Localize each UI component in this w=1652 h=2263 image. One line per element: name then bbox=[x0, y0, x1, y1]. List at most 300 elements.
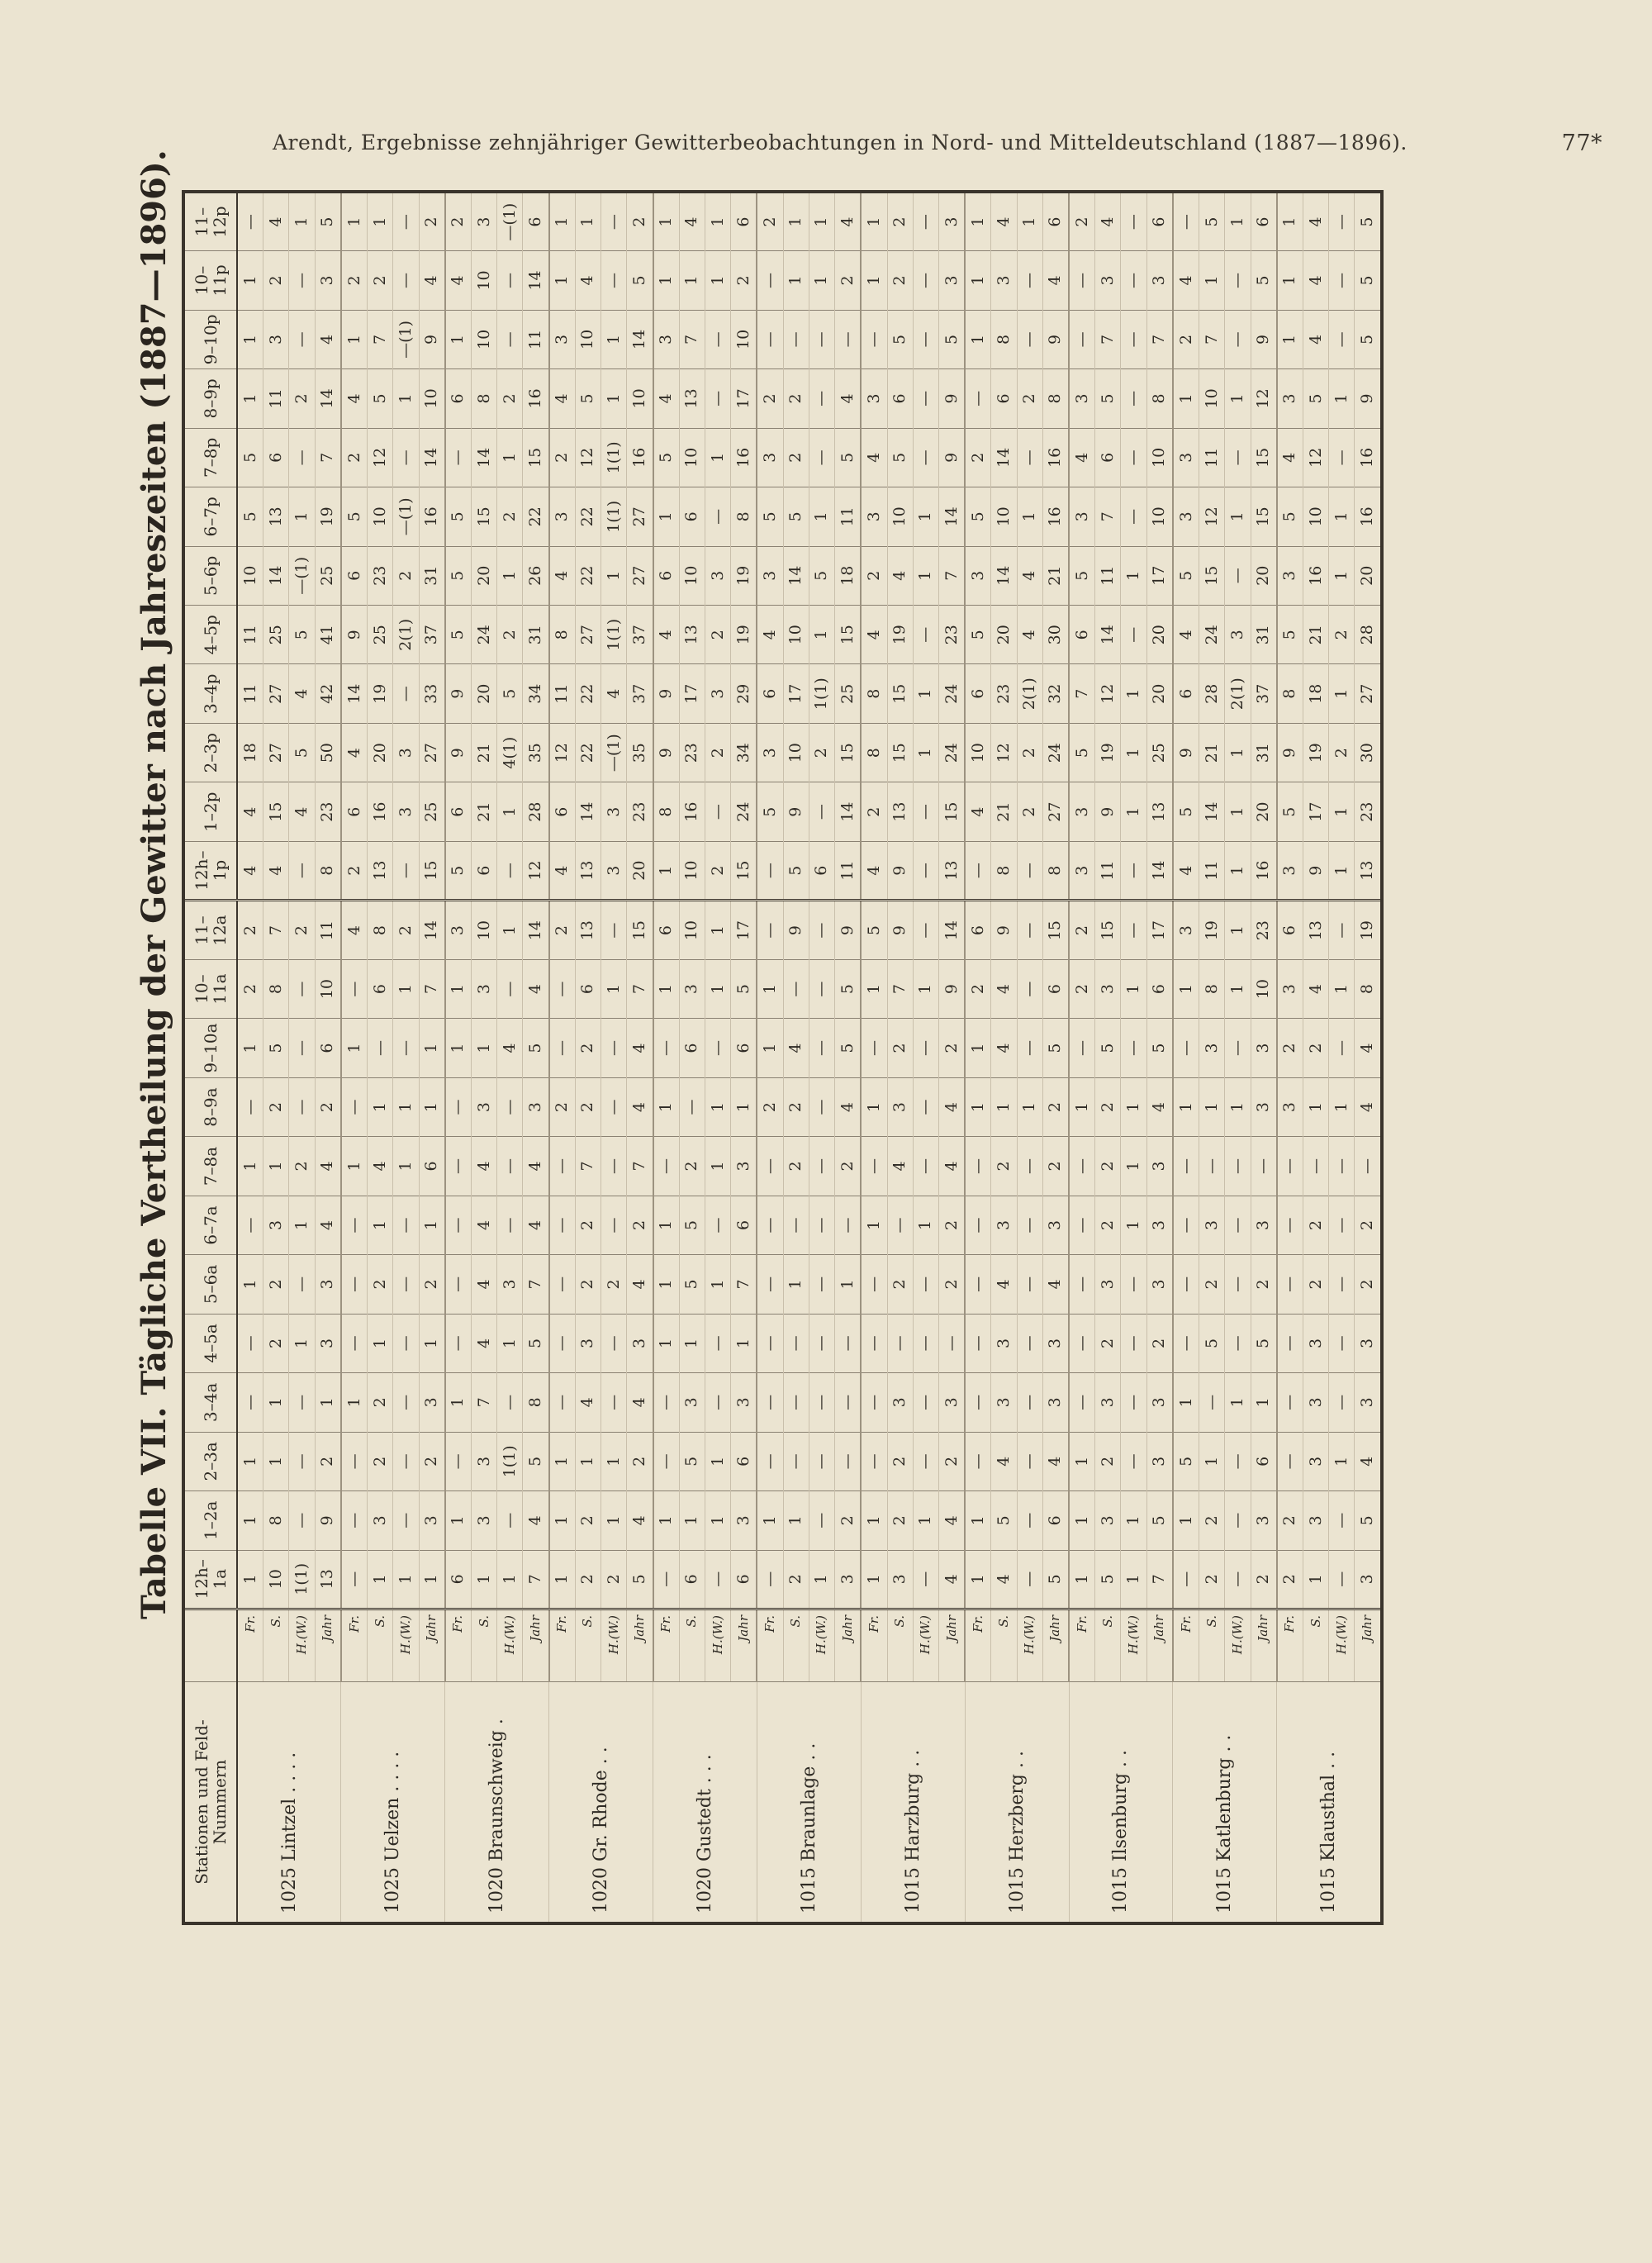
value-cell: 5 bbox=[653, 428, 680, 487]
value-cell: 17 bbox=[1146, 546, 1173, 605]
value-cell: 27 bbox=[263, 723, 289, 782]
column-header: 6–7p bbox=[183, 487, 237, 546]
column-header bbox=[183, 1609, 237, 1682]
value-cell: 22 bbox=[575, 487, 601, 546]
value-cell: — bbox=[1329, 1314, 1355, 1372]
value-cell: 3 bbox=[679, 1373, 705, 1432]
value-cell: 1 bbox=[419, 1019, 445, 1077]
value-cell: — bbox=[1121, 487, 1146, 546]
value-cell: 5 bbox=[341, 487, 368, 546]
value-cell: 16 bbox=[1042, 487, 1069, 546]
value-cell: 1 bbox=[731, 1314, 757, 1372]
value-cell: 1 bbox=[419, 1314, 445, 1372]
value-cell: 1 bbox=[1277, 310, 1303, 368]
value-cell: 1 bbox=[783, 1255, 809, 1314]
season-label: H.(W.) bbox=[705, 1609, 730, 1682]
value-cell: — bbox=[1277, 1432, 1303, 1490]
value-cell: — bbox=[809, 959, 834, 1018]
value-cell: 1(1) bbox=[809, 664, 834, 723]
value-cell: 9 bbox=[1251, 310, 1277, 368]
value-cell: — bbox=[1017, 310, 1042, 368]
value-cell: 5 bbox=[731, 959, 757, 1018]
column-header: Stationen und Feld-Nummern bbox=[183, 1682, 237, 1924]
value-cell: 8 bbox=[861, 723, 887, 782]
value-cell: 1 bbox=[965, 1019, 991, 1077]
value-cell: 20 bbox=[472, 664, 497, 723]
value-cell: — bbox=[497, 251, 523, 310]
value-cell: 3 bbox=[1042, 1196, 1069, 1254]
value-cell: 3 bbox=[1069, 487, 1095, 546]
value-cell: — bbox=[1017, 1137, 1042, 1196]
value-cell: — bbox=[1121, 369, 1146, 428]
value-cell: — bbox=[913, 192, 938, 251]
value-cell: — bbox=[1017, 1314, 1042, 1372]
value-cell: 10 bbox=[472, 310, 497, 368]
value-cell: — bbox=[705, 782, 730, 841]
value-cell: 4 bbox=[472, 1137, 497, 1196]
value-cell: — bbox=[835, 1196, 862, 1254]
value-cell: — bbox=[1017, 251, 1042, 310]
value-cell: 15 bbox=[419, 841, 445, 900]
value-cell: 1 bbox=[965, 251, 991, 310]
value-cell: — bbox=[1069, 1196, 1095, 1254]
value-cell: 11 bbox=[1199, 428, 1225, 487]
value-cell: 1 bbox=[575, 1432, 601, 1490]
value-cell: 1 bbox=[861, 1491, 887, 1550]
value-cell: 5 bbox=[887, 428, 913, 487]
value-cell: 1 bbox=[731, 1077, 757, 1136]
value-cell: — bbox=[497, 959, 523, 1018]
value-cell: 3 bbox=[1146, 1432, 1173, 1490]
value-cell: 6 bbox=[1146, 959, 1173, 1018]
value-cell: 4 bbox=[1069, 428, 1095, 487]
value-cell: 5 bbox=[1146, 1019, 1173, 1077]
table-row bbox=[1225, 192, 1251, 1923]
value-cell: 1 bbox=[368, 192, 393, 251]
value-cell: 1 bbox=[1121, 782, 1146, 841]
season-label: S. bbox=[575, 1609, 601, 1682]
value-cell: 23 bbox=[368, 546, 393, 605]
value-cell: 22 bbox=[575, 723, 601, 782]
value-cell: 6 bbox=[445, 369, 472, 428]
value-cell: 4 bbox=[835, 1077, 862, 1136]
value-cell: 12 bbox=[575, 428, 601, 487]
value-cell: 27 bbox=[1042, 782, 1069, 841]
value-cell: 3 bbox=[315, 251, 341, 310]
value-cell: — bbox=[549, 1373, 576, 1432]
value-cell: 5 bbox=[783, 841, 809, 900]
value-cell: 15 bbox=[263, 782, 289, 841]
value-cell: 16 bbox=[731, 428, 757, 487]
value-cell: 2 bbox=[887, 251, 913, 310]
value-cell: — bbox=[1121, 251, 1146, 310]
value-cell: — bbox=[809, 1314, 834, 1372]
value-cell: — bbox=[237, 1077, 263, 1136]
value-cell: 3 bbox=[1042, 1314, 1069, 1372]
table-row bbox=[237, 192, 263, 1923]
value-cell: 2 bbox=[419, 1255, 445, 1314]
value-cell: 2 bbox=[497, 487, 523, 546]
value-cell: 24 bbox=[1199, 606, 1225, 664]
value-cell: — bbox=[1329, 192, 1355, 251]
table-row bbox=[887, 192, 913, 1923]
value-cell: 8 bbox=[549, 606, 576, 664]
value-cell: 2(1) bbox=[1225, 664, 1251, 723]
value-cell: 2 bbox=[783, 1550, 809, 1609]
value-cell: — bbox=[1121, 841, 1146, 900]
value-cell: — bbox=[913, 782, 938, 841]
value-cell: 25 bbox=[1146, 723, 1173, 782]
value-cell: 1 bbox=[263, 1373, 289, 1432]
value-cell: — bbox=[705, 369, 730, 428]
value-cell: — bbox=[757, 1373, 783, 1432]
value-cell: 5 bbox=[938, 310, 965, 368]
value-cell: — bbox=[341, 1314, 368, 1372]
value-cell: 5 bbox=[1355, 310, 1382, 368]
value-cell: — bbox=[653, 1137, 680, 1196]
value-cell: 4 bbox=[1173, 251, 1199, 310]
value-cell: 1 bbox=[705, 1077, 730, 1136]
value-cell: 2 bbox=[938, 1019, 965, 1077]
value-cell: 4 bbox=[679, 192, 705, 251]
value-cell: 2 bbox=[1017, 782, 1042, 841]
value-cell: 4 bbox=[445, 251, 472, 310]
value-cell: —(1) bbox=[393, 487, 419, 546]
value-cell: 1 bbox=[237, 251, 263, 310]
value-cell: 1 bbox=[1017, 487, 1042, 546]
table-row bbox=[731, 192, 757, 1923]
value-cell: 3 bbox=[1251, 1491, 1277, 1550]
value-cell: 12 bbox=[1303, 428, 1329, 487]
value-cell: 17 bbox=[679, 664, 705, 723]
value-cell: 4 bbox=[549, 369, 576, 428]
value-cell: — bbox=[237, 1373, 263, 1432]
value-cell: 6 bbox=[575, 959, 601, 1018]
value-cell: 4 bbox=[1303, 192, 1329, 251]
value-cell: 11 bbox=[549, 664, 576, 723]
value-cell: 14 bbox=[1199, 782, 1225, 841]
value-cell: 2 bbox=[575, 1491, 601, 1550]
value-cell: 30 bbox=[1355, 723, 1382, 782]
value-cell: 1 bbox=[1121, 1491, 1146, 1550]
value-cell: 2 bbox=[575, 1019, 601, 1077]
value-cell: 1 bbox=[965, 1077, 991, 1136]
value-cell: 1 bbox=[341, 1019, 368, 1077]
value-cell: 3 bbox=[315, 1314, 341, 1372]
value-cell: 10 bbox=[627, 369, 653, 428]
value-cell: 2 bbox=[783, 1137, 809, 1196]
season-label: H.(W.) bbox=[1017, 1609, 1042, 1682]
value-cell: 4 bbox=[601, 664, 627, 723]
station-name: 1015 Harzburg . . bbox=[861, 1682, 965, 1924]
value-cell: — bbox=[1121, 1255, 1146, 1314]
value-cell: 2 bbox=[1303, 1196, 1329, 1254]
value-cell: 5 bbox=[991, 1491, 1017, 1550]
value-cell: 1 bbox=[601, 1491, 627, 1550]
value-cell: — bbox=[913, 1432, 938, 1490]
value-cell: 3 bbox=[757, 723, 783, 782]
value-cell: — bbox=[393, 1255, 419, 1314]
value-cell: 9 bbox=[938, 959, 965, 1018]
value-cell: 3 bbox=[731, 1137, 757, 1196]
value-cell: 4 bbox=[368, 1137, 393, 1196]
value-cell: 12 bbox=[991, 723, 1017, 782]
value-cell: 10 bbox=[1303, 487, 1329, 546]
value-cell: 14 bbox=[1146, 841, 1173, 900]
value-cell: 6 bbox=[653, 901, 680, 959]
value-cell: 2 bbox=[627, 1196, 653, 1254]
value-cell: 4 bbox=[575, 251, 601, 310]
column-header: 5–6p bbox=[183, 546, 237, 605]
value-cell: 1 bbox=[497, 1550, 523, 1609]
value-cell: 1 bbox=[653, 1196, 680, 1254]
value-cell: 2 bbox=[263, 251, 289, 310]
value-cell: 15 bbox=[627, 901, 653, 959]
value-cell: 8 bbox=[472, 369, 497, 428]
value-cell: 7 bbox=[731, 1255, 757, 1314]
value-cell: 34 bbox=[523, 664, 549, 723]
value-cell: — bbox=[393, 1196, 419, 1254]
value-cell: — bbox=[341, 1255, 368, 1314]
value-cell: — bbox=[809, 1255, 834, 1314]
value-cell: — bbox=[1173, 1550, 1199, 1609]
value-cell: 3 bbox=[393, 723, 419, 782]
season-label: H.(W.) bbox=[393, 1609, 419, 1682]
value-cell: — bbox=[913, 1255, 938, 1314]
value-cell: —(1) bbox=[393, 310, 419, 368]
value-cell: 1 bbox=[653, 841, 680, 900]
season-label: Fr. bbox=[549, 1609, 576, 1682]
value-cell: 5 bbox=[1173, 782, 1199, 841]
value-cell: 9 bbox=[1355, 369, 1382, 428]
value-cell: — bbox=[601, 251, 627, 310]
value-cell: 1 bbox=[1329, 487, 1355, 546]
value-cell: — bbox=[913, 1550, 938, 1609]
value-cell: 22 bbox=[523, 487, 549, 546]
value-cell: 2 bbox=[368, 1255, 393, 1314]
value-cell: 1 bbox=[1329, 1077, 1355, 1136]
value-cell: 10 bbox=[575, 310, 601, 368]
value-cell: 1 bbox=[445, 310, 472, 368]
value-cell: 1 bbox=[601, 959, 627, 1018]
season-label: Jahr bbox=[523, 1609, 549, 1682]
table-row bbox=[965, 192, 991, 1923]
table-row bbox=[835, 192, 862, 1923]
value-cell: 16 bbox=[368, 782, 393, 841]
value-cell: 6 bbox=[965, 901, 991, 959]
table-row bbox=[913, 192, 938, 1923]
value-cell: — bbox=[1329, 1491, 1355, 1550]
value-cell: 14 bbox=[263, 546, 289, 605]
value-cell: 2 bbox=[705, 606, 730, 664]
value-cell: 5 bbox=[237, 428, 263, 487]
value-cell: 6 bbox=[679, 1550, 705, 1609]
value-cell: 4 bbox=[472, 1196, 497, 1254]
value-cell: 3 bbox=[1199, 1019, 1225, 1077]
value-cell: 1 bbox=[237, 1432, 263, 1490]
value-cell: — bbox=[1251, 1137, 1277, 1196]
value-cell: — bbox=[705, 1019, 730, 1077]
value-cell: 3 bbox=[315, 1255, 341, 1314]
value-cell: 1 bbox=[1173, 1373, 1199, 1432]
value-cell: — bbox=[1199, 1373, 1225, 1432]
value-cell: 5 bbox=[1042, 1550, 1069, 1609]
value-cell: — bbox=[757, 1255, 783, 1314]
value-cell: 37 bbox=[627, 606, 653, 664]
value-cell: 1 bbox=[237, 310, 263, 368]
value-cell: 2 bbox=[887, 192, 913, 251]
value-cell: 4 bbox=[1173, 606, 1199, 664]
value-cell: 5 bbox=[1251, 251, 1277, 310]
value-cell: 25 bbox=[368, 606, 393, 664]
value-cell: 3 bbox=[991, 1196, 1017, 1254]
value-cell: 4 bbox=[263, 841, 289, 900]
value-cell: 1 bbox=[653, 959, 680, 1018]
value-cell: — bbox=[341, 1491, 368, 1550]
value-cell: 1 bbox=[757, 1491, 783, 1550]
value-cell: 24 bbox=[472, 606, 497, 664]
value-cell: 2 bbox=[289, 369, 315, 428]
value-cell: 21 bbox=[1199, 723, 1225, 782]
value-cell: 10 bbox=[731, 310, 757, 368]
season-label: Jahr bbox=[835, 1609, 862, 1682]
value-cell: 25 bbox=[835, 664, 862, 723]
value-cell: — bbox=[289, 428, 315, 487]
value-cell: 3 bbox=[1277, 369, 1303, 428]
value-cell: 1 bbox=[1121, 1137, 1146, 1196]
value-cell: — bbox=[1329, 1373, 1355, 1432]
value-cell: 3 bbox=[1069, 782, 1095, 841]
value-cell: 4 bbox=[965, 782, 991, 841]
value-cell: — bbox=[549, 1196, 576, 1254]
value-cell: — bbox=[757, 841, 783, 900]
value-cell: — bbox=[1017, 428, 1042, 487]
value-cell: 1 bbox=[809, 251, 834, 310]
value-cell: — bbox=[445, 428, 472, 487]
value-cell: 2 bbox=[601, 1255, 627, 1314]
value-cell: 3 bbox=[1277, 546, 1303, 605]
value-cell: — bbox=[549, 1314, 576, 1372]
table-row bbox=[601, 192, 627, 1923]
value-cell: 3 bbox=[991, 1314, 1017, 1372]
value-cell: 15 bbox=[887, 723, 913, 782]
column-header: 7–8a bbox=[183, 1137, 237, 1196]
value-cell: 3 bbox=[887, 1550, 913, 1609]
value-cell: 1 bbox=[497, 901, 523, 959]
value-cell: 31 bbox=[419, 546, 445, 605]
value-cell: 13 bbox=[368, 841, 393, 900]
value-cell: 1 bbox=[913, 959, 938, 1018]
value-cell: — bbox=[757, 1137, 783, 1196]
value-cell: — bbox=[809, 369, 834, 428]
value-cell: 2 bbox=[1329, 723, 1355, 782]
value-cell: 5 bbox=[965, 606, 991, 664]
value-cell: — bbox=[1017, 1255, 1042, 1314]
value-cell: 9 bbox=[341, 606, 368, 664]
value-cell: 1 bbox=[1199, 1432, 1225, 1490]
value-cell: 2 bbox=[887, 1491, 913, 1550]
table-row bbox=[315, 192, 341, 1923]
value-cell: 1 bbox=[1225, 487, 1251, 546]
value-cell: 18 bbox=[237, 723, 263, 782]
value-cell: — bbox=[809, 1137, 834, 1196]
value-cell: 2 bbox=[1251, 1550, 1277, 1609]
value-cell: — bbox=[1225, 1196, 1251, 1254]
value-cell: 5 bbox=[1355, 192, 1382, 251]
value-cell: 1(1) bbox=[497, 1432, 523, 1490]
value-cell: 2 bbox=[731, 251, 757, 310]
value-cell: — bbox=[289, 959, 315, 1018]
column-header: 7–8p bbox=[183, 428, 237, 487]
value-cell: 1 bbox=[679, 1491, 705, 1550]
value-cell: 1 bbox=[263, 1432, 289, 1490]
value-cell: 9 bbox=[783, 782, 809, 841]
value-cell: 5 bbox=[1095, 1019, 1121, 1077]
value-cell: 7 bbox=[419, 959, 445, 1018]
value-cell: 1 bbox=[861, 251, 887, 310]
value-cell: 5 bbox=[835, 1019, 862, 1077]
table-row bbox=[1251, 192, 1277, 1923]
value-cell: 1 bbox=[1069, 1491, 1095, 1550]
value-cell: 2 bbox=[1199, 1550, 1225, 1609]
value-cell: 9 bbox=[1095, 782, 1121, 841]
value-cell: — bbox=[445, 1314, 472, 1372]
value-cell: 20 bbox=[1251, 782, 1277, 841]
value-cell: 1 bbox=[368, 1550, 393, 1609]
column-header: 11–12a bbox=[183, 901, 237, 959]
value-cell: 2 bbox=[938, 1255, 965, 1314]
value-cell: 10 bbox=[965, 723, 991, 782]
value-cell: 4 bbox=[861, 428, 887, 487]
value-cell: 16 bbox=[1355, 428, 1382, 487]
value-cell: 1 bbox=[1329, 841, 1355, 900]
value-cell: 3 bbox=[757, 428, 783, 487]
value-cell: 1 bbox=[237, 1137, 263, 1196]
value-cell: 1 bbox=[705, 1255, 730, 1314]
value-cell: 8 bbox=[653, 782, 680, 841]
value-cell: 3 bbox=[263, 310, 289, 368]
value-cell: 4 bbox=[757, 606, 783, 664]
value-cell: 1 bbox=[705, 1432, 730, 1490]
value-cell: 22 bbox=[575, 664, 601, 723]
value-cell: 1 bbox=[445, 1019, 472, 1077]
table-row bbox=[653, 192, 680, 1923]
value-cell: 5 bbox=[835, 428, 862, 487]
value-cell: 4 bbox=[1303, 959, 1329, 1018]
value-cell: — bbox=[965, 1137, 991, 1196]
value-cell: 1 bbox=[705, 1137, 730, 1196]
value-cell: 3 bbox=[731, 1373, 757, 1432]
value-cell: 1 bbox=[368, 1077, 393, 1136]
value-cell: 1 bbox=[1329, 546, 1355, 605]
season-label: Fr. bbox=[965, 1609, 991, 1682]
value-cell: 3 bbox=[731, 1491, 757, 1550]
value-cell: 4 bbox=[472, 1255, 497, 1314]
value-cell: 2 bbox=[368, 251, 393, 310]
value-cell: 4 bbox=[991, 1432, 1017, 1490]
value-cell: — bbox=[601, 901, 627, 959]
value-cell: 4 bbox=[861, 841, 887, 900]
season-label: S. bbox=[263, 1609, 289, 1682]
value-cell: 4 bbox=[991, 1019, 1017, 1077]
value-cell: — bbox=[809, 428, 834, 487]
value-cell: 3 bbox=[445, 901, 472, 959]
value-cell: 1 bbox=[783, 251, 809, 310]
value-cell: — bbox=[1225, 310, 1251, 368]
value-cell: 1 bbox=[497, 1314, 523, 1372]
value-cell: 4 bbox=[472, 1314, 497, 1372]
value-cell: — bbox=[913, 901, 938, 959]
